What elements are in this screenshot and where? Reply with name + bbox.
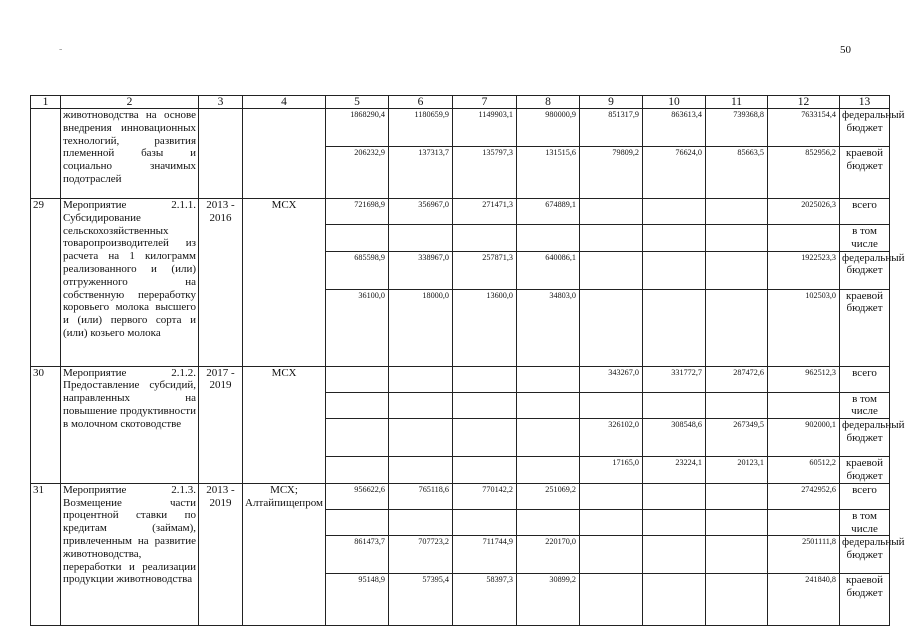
- value-cell: [517, 509, 580, 536]
- value-cell: [643, 251, 706, 289]
- value-cell: [768, 509, 840, 536]
- value-cell: [453, 419, 517, 457]
- header-cell-5: 5: [326, 96, 389, 109]
- value-cell: 257871,3: [453, 251, 517, 289]
- funding-source: в том числе: [840, 392, 890, 419]
- value-cell: [706, 574, 768, 626]
- value-cell: 851317,9: [580, 109, 643, 147]
- funding-source: всего: [840, 199, 890, 225]
- years-cell: 2013 - 2016: [199, 199, 243, 367]
- funding-source: федеральный бюджет: [840, 251, 890, 289]
- value-cell: [453, 366, 517, 392]
- value-cell: [643, 199, 706, 225]
- value-cell: [580, 225, 643, 252]
- value-cell: [453, 509, 517, 536]
- value-cell: 674889,1: [517, 199, 580, 225]
- header-cell-3: 3: [199, 96, 243, 109]
- measure-description: животноводства на основе внедрения инновационных технологий, развития племенной базы и социально значимых подотраслей: [61, 109, 199, 199]
- value-cell: [517, 366, 580, 392]
- header-cell-2: 2: [61, 96, 199, 109]
- value-cell: 2025026,3: [768, 199, 840, 225]
- years-cell: 2017 - 2019: [199, 366, 243, 483]
- value-cell: [643, 509, 706, 536]
- value-cell: [580, 483, 643, 509]
- value-cell: 251069,2: [517, 483, 580, 509]
- value-cell: 206232,9: [326, 147, 389, 199]
- executor-cell: МСХ; Алтайпищепром: [243, 483, 326, 626]
- value-cell: 57395,4: [389, 574, 453, 626]
- value-cell: 30899,2: [517, 574, 580, 626]
- value-cell: 131515,6: [517, 147, 580, 199]
- header-cell-13: 13: [840, 96, 890, 109]
- header-cell-8: 8: [517, 96, 580, 109]
- value-cell: 58397,3: [453, 574, 517, 626]
- value-cell: [389, 392, 453, 419]
- value-cell: 85663,5: [706, 147, 768, 199]
- measure-description: Мероприятие 2.1.2. Предоставление субсидий, направленных на повышение продуктивности в молочном скотоводстве: [61, 366, 199, 483]
- value-cell: [517, 392, 580, 419]
- value-cell: [643, 483, 706, 509]
- scan-speck: -: [59, 44, 63, 55]
- funding-source: в том числе: [840, 509, 890, 536]
- value-cell: 770142,2: [453, 483, 517, 509]
- value-cell: 13600,0: [453, 289, 517, 366]
- value-cell: 220170,0: [517, 536, 580, 574]
- value-cell: [517, 419, 580, 457]
- page-number: 50: [840, 44, 851, 56]
- value-cell: 36100,0: [326, 289, 389, 366]
- value-cell: 267349,5: [706, 419, 768, 457]
- header-cell-6: 6: [389, 96, 453, 109]
- header-cell-10: 10: [643, 96, 706, 109]
- row-number-cell: 31: [31, 483, 61, 626]
- value-cell: 20123,1: [706, 457, 768, 484]
- value-cell: [643, 392, 706, 419]
- value-cell: 711744,9: [453, 536, 517, 574]
- value-cell: 356967,0: [389, 199, 453, 225]
- years-cell: 2013 - 2019: [199, 483, 243, 626]
- value-cell: 76624,0: [643, 147, 706, 199]
- value-cell: 1180659,9: [389, 109, 453, 147]
- header-cell-1: 1: [31, 96, 61, 109]
- value-cell: [389, 419, 453, 457]
- value-cell: 7633154,4: [768, 109, 840, 147]
- funding-source: федеральный бюджет: [840, 109, 890, 147]
- funding-source: краевой бюджет: [840, 147, 890, 199]
- value-cell: [706, 199, 768, 225]
- funding-source: краевой бюджет: [840, 457, 890, 484]
- value-cell: 2501111,8: [768, 536, 840, 574]
- value-cell: 721698,9: [326, 199, 389, 225]
- value-cell: 79809,2: [580, 147, 643, 199]
- value-cell: [580, 392, 643, 419]
- value-cell: [643, 289, 706, 366]
- value-cell: 135797,3: [453, 147, 517, 199]
- value-cell: [580, 536, 643, 574]
- value-cell: [389, 225, 453, 252]
- value-cell: [453, 225, 517, 252]
- value-cell: [706, 289, 768, 366]
- funding-source: федеральный бюджет: [840, 419, 890, 457]
- value-cell: [389, 366, 453, 392]
- table-row: [31, 366, 890, 392]
- value-cell: 331772,7: [643, 366, 706, 392]
- value-cell: [326, 366, 389, 392]
- value-cell: [706, 483, 768, 509]
- measure-description: Мероприятие 2.1.1. Субсидирование сельскохозяйственных товаропроизводителей из расчета на 1 килограмм реализованного и (или) отгруженного на собственную переработку коровьего молока высшего и (или) первого сорта и (или) козьего молока: [61, 199, 199, 367]
- header-cell-12: 12: [768, 96, 840, 109]
- value-cell: 962512,3: [768, 366, 840, 392]
- funding-source: краевой бюджет: [840, 289, 890, 366]
- value-cell: [768, 225, 840, 252]
- header-row: [31, 96, 890, 109]
- value-cell: 980000,9: [517, 109, 580, 147]
- row-number-cell: [31, 109, 61, 199]
- value-cell: 287472,6: [706, 366, 768, 392]
- value-cell: 18000,0: [389, 289, 453, 366]
- value-cell: [706, 225, 768, 252]
- value-cell: 34803,0: [517, 289, 580, 366]
- table-row: [31, 199, 890, 225]
- value-cell: 707723,2: [389, 536, 453, 574]
- value-cell: 343267,0: [580, 366, 643, 392]
- years-cell: [199, 109, 243, 199]
- value-cell: 137313,7: [389, 147, 453, 199]
- table-row: [31, 109, 890, 147]
- executor-cell: МСХ: [243, 199, 326, 367]
- table-row: [31, 483, 890, 509]
- value-cell: [517, 457, 580, 484]
- value-cell: [580, 509, 643, 536]
- value-cell: [326, 225, 389, 252]
- header-cell-11: 11: [706, 96, 768, 109]
- value-cell: [326, 392, 389, 419]
- value-cell: 17165,0: [580, 457, 643, 484]
- funding-source: в том числе: [840, 225, 890, 252]
- value-cell: [768, 392, 840, 419]
- value-cell: [580, 574, 643, 626]
- value-cell: [326, 457, 389, 484]
- header-cell-4: 4: [243, 96, 326, 109]
- value-cell: [389, 509, 453, 536]
- value-cell: 338967,0: [389, 251, 453, 289]
- value-cell: 271471,3: [453, 199, 517, 225]
- value-cell: 685598,9: [326, 251, 389, 289]
- value-cell: [326, 509, 389, 536]
- value-cell: 956622,6: [326, 483, 389, 509]
- value-cell: 852956,2: [768, 147, 840, 199]
- value-cell: [643, 574, 706, 626]
- value-cell: 95148,9: [326, 574, 389, 626]
- value-cell: 1922523,3: [768, 251, 840, 289]
- value-cell: 1149903,1: [453, 109, 517, 147]
- value-cell: 102503,0: [768, 289, 840, 366]
- executor-cell: МСХ: [243, 366, 326, 483]
- value-cell: 23224,1: [643, 457, 706, 484]
- executor-cell: [243, 109, 326, 199]
- program-table: [30, 95, 905, 626]
- value-cell: 1868290,4: [326, 109, 389, 147]
- value-cell: 765118,6: [389, 483, 453, 509]
- funding-source: федеральный бюджет: [840, 536, 890, 574]
- value-cell: [643, 536, 706, 574]
- value-cell: [580, 289, 643, 366]
- value-cell: 863613,4: [643, 109, 706, 147]
- row-number-cell: 29: [31, 199, 61, 367]
- value-cell: 326102,0: [580, 419, 643, 457]
- value-cell: [517, 225, 580, 252]
- value-cell: 308548,6: [643, 419, 706, 457]
- value-cell: [706, 536, 768, 574]
- value-cell: [580, 199, 643, 225]
- value-cell: 739368,8: [706, 109, 768, 147]
- row-number-cell: 30: [31, 366, 61, 483]
- value-cell: 2742952,6: [768, 483, 840, 509]
- value-cell: [453, 457, 517, 484]
- value-cell: [706, 251, 768, 289]
- value-cell: [580, 251, 643, 289]
- funding-source: всего: [840, 483, 890, 509]
- value-cell: 861473,7: [326, 536, 389, 574]
- value-cell: [706, 392, 768, 419]
- funding-source: всего: [840, 366, 890, 392]
- value-cell: 640086,1: [517, 251, 580, 289]
- funding-source: краевой бюджет: [840, 574, 890, 626]
- value-cell: [643, 225, 706, 252]
- value-cell: [326, 419, 389, 457]
- value-cell: 902000,1: [768, 419, 840, 457]
- value-cell: [453, 392, 517, 419]
- value-cell: [706, 509, 768, 536]
- value-cell: 60512,2: [768, 457, 840, 484]
- measure-description: Мероприятие 2.1.3. Возмещение части процентной ставки по кредитам (займам), привлеченным на развитие животноводства, переработки и реализации продукции животноводства: [61, 483, 199, 626]
- header-cell-7: 7: [453, 96, 517, 109]
- header-cell-9: 9: [580, 96, 643, 109]
- value-cell: 241840,8: [768, 574, 840, 626]
- value-cell: [389, 457, 453, 484]
